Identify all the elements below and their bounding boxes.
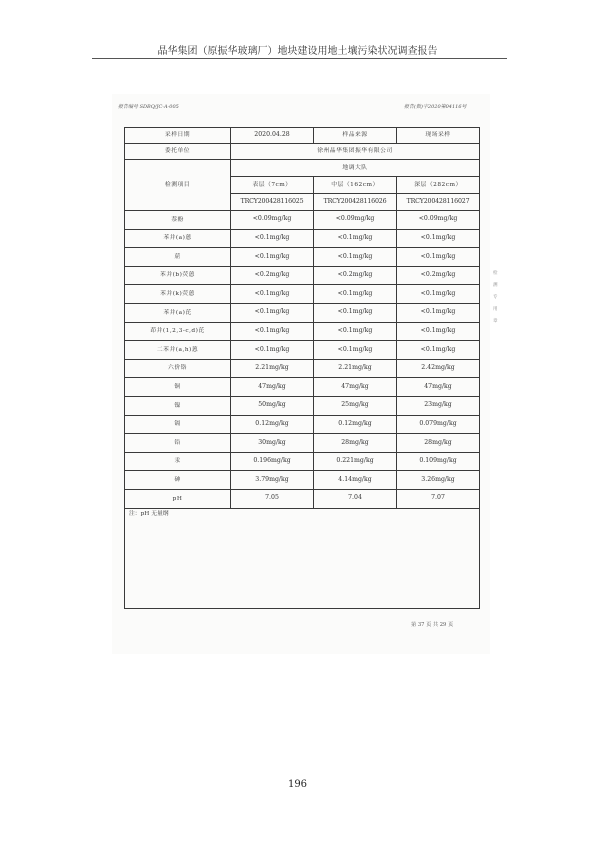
result-value: <0.1mg/kg [314,322,397,341]
note-row [125,508,480,608]
result-value: <0.1mg/kg [231,229,314,248]
note-text: 注：pH 无量纲 [125,508,480,608]
header-rule [92,58,507,59]
result-row [125,248,480,267]
result-value: 7.05 [231,489,314,508]
margin-mark: 章 [493,319,498,324]
result-value: <0.2mg/kg [314,266,397,285]
result-value: <0.2mg/kg [397,266,480,285]
analyte-name: 汞 [125,452,231,471]
result-value: <0.1mg/kg [231,303,314,322]
result-value: <0.1mg/kg [397,285,480,304]
client-row [125,144,480,160]
client-value: 徐州晶华集团振华有限公司 [231,144,480,160]
result-value: <0.09mg/kg [231,211,314,230]
analyte-name: 苯并(k)荧蒽 [125,285,231,304]
result-value: <0.09mg/kg [314,211,397,230]
site-row [125,160,480,177]
report-id: 报告编号 SDBQ/JC-A-005 [118,104,179,110]
result-value: 7.07 [397,489,480,508]
analyte-name: 苯并(a)芘 [125,303,231,322]
result-value: <0.1mg/kg [231,285,314,304]
result-row [125,303,480,322]
result-value: 0.12mg/kg [231,415,314,434]
result-value: <0.1mg/kg [231,322,314,341]
result-value: 47mg/kg [397,378,480,397]
result-value: 47mg/kg [231,378,314,397]
sample-date-row [125,128,480,144]
document-header-title: 晶华集团（原振华玻璃厂）地块建设用地土壤污染状况调查报告 [157,46,438,57]
result-row [125,489,480,508]
result-row [125,341,480,360]
result-value: 47mg/kg [314,378,397,397]
result-value: <0.1mg/kg [397,322,480,341]
site-label: 地调大队 [231,160,480,177]
analyte-name: 六价铬 [125,359,231,378]
analyte-name: 萘酚 [125,211,231,230]
result-value: 7.04 [314,489,397,508]
report-number: 报告(数)字2020第04116号 [404,104,467,110]
sample-code: TRCY200428116025 [231,194,314,211]
result-row [125,359,480,378]
result-value: <0.1mg/kg [397,303,480,322]
result-value: <0.1mg/kg [314,229,397,248]
result-value: <0.1mg/kg [397,341,480,360]
margin-mark: 专 [493,295,498,300]
result-value: <0.09mg/kg [397,211,480,230]
result-value: <0.1mg/kg [231,341,314,360]
analyte-name: 铅 [125,434,231,453]
result-row [125,452,480,471]
result-row [125,285,480,304]
result-value: <0.1mg/kg [314,285,397,304]
result-value: 2.42mg/kg [397,359,480,378]
analyte-name: pH [125,489,231,508]
analyte-name: 苯并(b)荧蒽 [125,266,231,285]
result-value: 0.079mg/kg [397,415,480,434]
result-value: 30mg/kg [231,434,314,453]
margin-stamp-marks [493,268,501,328]
result-value: 4.14mg/kg [314,471,397,490]
result-value: 0.221mg/kg [314,452,397,471]
client-label: 委托单位 [125,144,231,160]
result-value: 25mg/kg [314,396,397,415]
result-row [125,211,480,230]
margin-mark: 用 [493,307,498,312]
result-row [125,471,480,490]
sample-date-label: 采样日期 [125,128,231,144]
result-rows [125,211,480,509]
result-row [125,378,480,397]
analyte-name: 二苯并(a,h)蒽 [125,341,231,360]
sample-source-label: 样品来源 [314,128,397,144]
depth-header: 中层（162cm） [314,177,397,194]
sample-code: TRCY200428116027 [397,194,480,211]
margin-mark: 测 [493,283,498,288]
analyte-name: 砷 [125,471,231,490]
result-value: <0.1mg/kg [397,248,480,267]
sample-source-value: 现场采样 [397,128,480,144]
result-value: 2.21mg/kg [231,359,314,378]
result-value: 0.12mg/kg [314,415,397,434]
result-value: 50mg/kg [231,396,314,415]
test-item-label: 检测项目 [125,160,231,211]
result-value: <0.1mg/kg [397,229,480,248]
margin-mark: 检 [493,271,498,276]
result-value: 0.196mg/kg [231,452,314,471]
result-value: <0.1mg/kg [314,248,397,267]
result-value: 0.109mg/kg [397,452,480,471]
depth-header: 表层（7cm） [231,177,314,194]
sample-date-value: 2020.04.28 [231,128,314,144]
result-row [125,322,480,341]
result-value: <0.1mg/kg [314,341,397,360]
result-value: 3.26mg/kg [397,471,480,490]
sample-code: TRCY200428116026 [314,194,397,211]
analyte-name: 茚并(1,2,3-c,d)芘 [125,322,231,341]
result-value: 23mg/kg [397,396,480,415]
result-row [125,266,480,285]
result-row [125,415,480,434]
result-row [125,396,480,415]
result-value: 3.79mg/kg [231,471,314,490]
analyte-name: 镉 [125,415,231,434]
depth-header: 深层（282cm） [397,177,480,194]
scan-page-info: 第 37 页 共 29 页 [411,622,454,628]
analyte-name: 镍 [125,396,231,415]
result-value: <0.1mg/kg [314,303,397,322]
page-number: 196 [287,779,308,790]
analyte-name: 苯并(a)蒽 [125,229,231,248]
analyte-name: 铜 [125,378,231,397]
result-value: 28mg/kg [314,434,397,453]
result-value: <0.1mg/kg [231,248,314,267]
result-value: 28mg/kg [397,434,480,453]
result-row [125,434,480,453]
result-row [125,229,480,248]
result-value: 2.21mg/kg [314,359,397,378]
result-value: <0.2mg/kg [231,266,314,285]
analyte-name: 䓛 [125,248,231,267]
test-results-table [124,127,480,609]
